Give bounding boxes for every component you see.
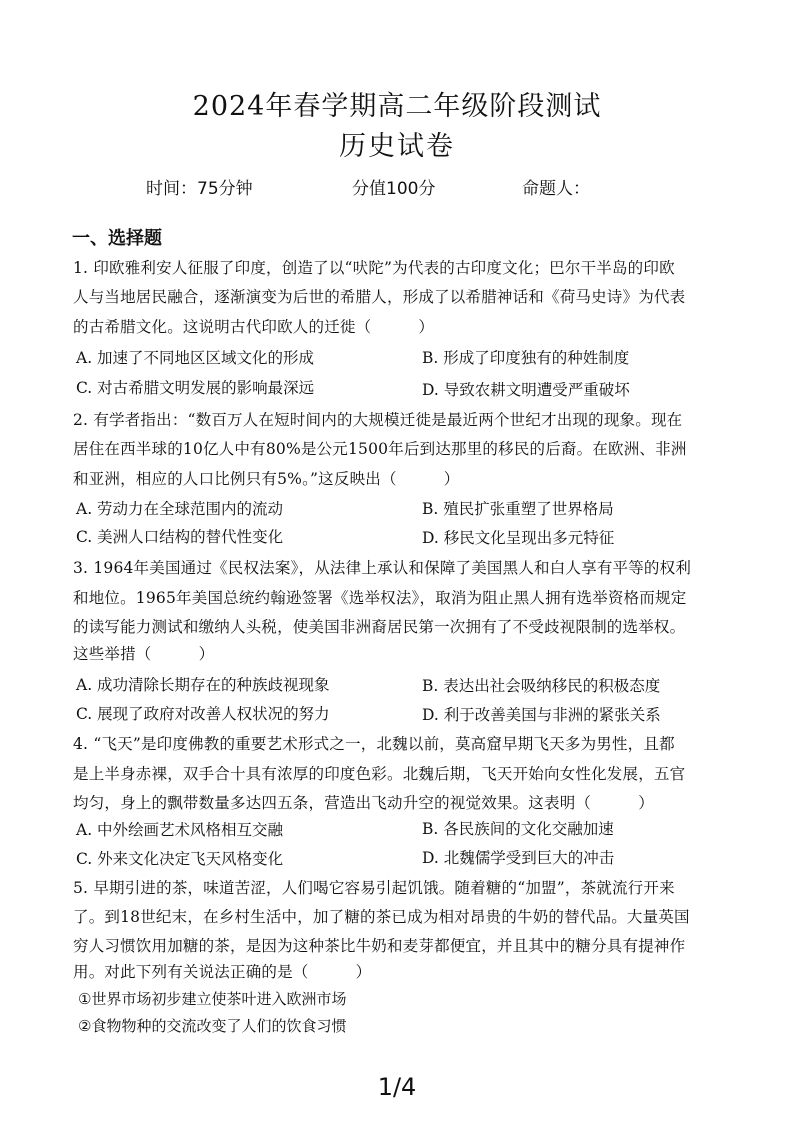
- question-2-option-b: B. 殖民扩张重塑了世界格局: [422, 500, 614, 518]
- question-3-line-4: 这些举措（ ）: [73, 645, 215, 663]
- question-5-line-1: 5. 早期引进的茶，味道苦涩，人们喝它容易引起饥饿。随着糖的“加盟”，茶就流行开来: [73, 879, 675, 897]
- question-3-option-c: C. 展现了政府对改善人权状况的努力: [76, 705, 330, 723]
- question-4-option-a: A. 中外绘画艺术风格相互交融: [76, 821, 284, 839]
- exam-score: 分值100分: [352, 179, 436, 199]
- question-5-line-2: 了。到18世纪末，在乡村生活中，加了糖的茶已成为相对昂贵的牛奶的替代品。大量英国: [73, 908, 690, 926]
- question-3-option-b: B. 表达出社会吸纳移民的积极态度: [422, 677, 661, 695]
- exam-author: 命题人：: [522, 179, 590, 199]
- question-1-option-d: D. 导致农耕文明遭受严重破坏: [422, 381, 630, 399]
- question-5-line-3: 穷人习惯饮用加糖的茶，是因为这种茶比牛奶和麦芽都便宜，并且其中的糖分具有提神作: [73, 937, 686, 955]
- question-1-option-b: B. 形成了印度独有的种姓制度: [422, 349, 630, 367]
- question-4-option-d: D. 北魏儒学受到巨大的冲击: [422, 849, 615, 867]
- question-3-option-a: A. 成功清除长期存在的种族歧视现象: [76, 676, 330, 694]
- question-1-line-1: 1. 印欧雅利安人征服了印度，创造了以“吠陀”为代表的古印度文化；巴尔干半岛的印欧: [73, 259, 675, 277]
- exam-title: 2024年春学期高二年级阶段测试: [192, 91, 602, 122]
- question-4-option-b: B. 各民族间的文化交融加速: [422, 820, 614, 838]
- question-2-line-1: 2. 有学者指出：“数百万人在短时间内的大规模迁徙是最近两个世纪才出现的现象。现在: [73, 411, 683, 429]
- page-number: 1/4: [377, 1073, 417, 1101]
- question-2-line-2: 居住在西半球的10亿人中有80%是公元1500年后到达那里的移民的后裔。在欧洲、非洲: [73, 440, 687, 458]
- question-2-option-d: D. 移民文化呈现出多元特征: [422, 529, 615, 547]
- question-4-line-2: 是上半身赤裸，双手合十具有浓厚的印度色彩。北魏后期，飞天开始向女性化发展，五官: [73, 765, 686, 783]
- question-1-option-a: A. 加速了不同地区区域文化的形成: [76, 349, 315, 367]
- question-5-statement-1: ①世界市场初步建立使茶叶进入欧洲市场: [78, 990, 347, 1008]
- question-1-line-3: 的古希腊文化。这说明古代印欧人的迁徙（ ）: [73, 318, 435, 336]
- question-2-option-a: A. 劳动力在全球范围内的流动: [76, 500, 284, 518]
- exam-time: 时间：75分钟: [146, 179, 253, 199]
- question-3-option-d: D. 利于改善美国与非洲的紧张关系: [422, 706, 661, 724]
- question-5-line-4: 用。对此下列有关说法正确的是（ ）: [73, 963, 372, 981]
- question-2-line-3: 和亚洲，相应的人口比例只有5%。”这反映出（ ）: [73, 470, 460, 488]
- question-4-line-3: 均匀，身上的飘带数量多达四五条，营造出飞动升空的视觉效果。这表明（ ）: [73, 794, 654, 812]
- question-3-line-3: 的读写能力测试和缴纳人头税，使美国非洲裔居民第一次拥有了不受歧视限制的选举权。: [73, 618, 686, 636]
- question-4-option-c: C. 外来文化决定飞天风格变化: [76, 850, 284, 868]
- section-title: 一、选择题: [72, 228, 162, 249]
- question-4-line-1: 4. “飞天”是印度佛教的重要艺术形式之一，北魏以前，莫高窟早期飞天多为男性，且都: [73, 735, 675, 753]
- question-3-line-1: 3. 1964年美国通过《民权法案》，从法律上承认和保障了美国黑人和白人享有平等的权利: [73, 559, 692, 577]
- question-1-option-c: C. 对古希腊文明发展的影响最深远: [76, 379, 315, 397]
- question-3-line-2: 和地位。1965年美国总统约翰逊签署《选举权法》，取消为阻止黑人拥有选举资格而规定: [73, 589, 687, 607]
- question-5-statement-2: ②食物物种的交流改变了人们的饮食习惯: [78, 1017, 347, 1035]
- exam-subject: 历史试卷: [339, 131, 455, 162]
- question-2-option-c: C. 美洲人口结构的替代性变化: [76, 528, 284, 546]
- question-1-line-2: 人与当地居民融合，逐渐演变为后世的希腊人，形成了以希腊神话和《荷马史诗》为代表: [73, 288, 686, 306]
